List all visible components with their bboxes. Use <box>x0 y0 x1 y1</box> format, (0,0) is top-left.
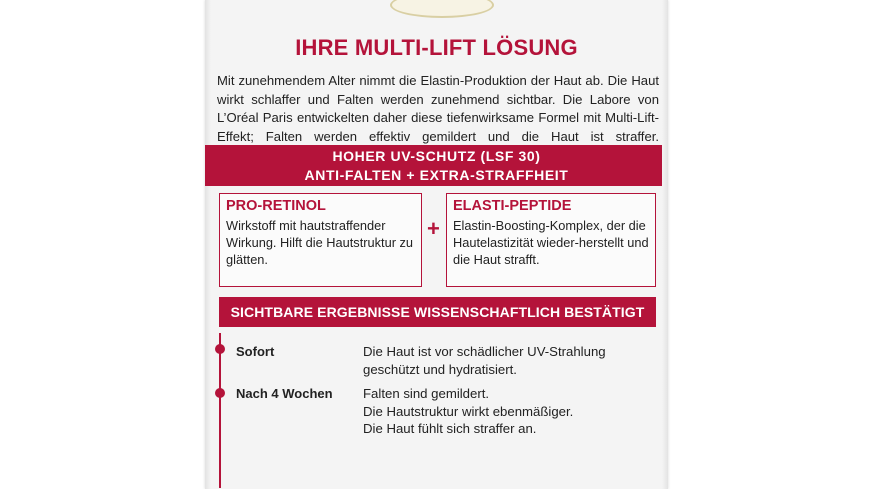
ingredient-description: Elastin-Boosting-Komplex, der die Hautelastizität wieder-herstellt und die Haut strafft. <box>453 218 649 267</box>
ingredient-box-elasti-peptide <box>446 193 656 287</box>
intro-paragraph: Mit zunehmendem Alter nimmt die Elastin-Produktion der Haut ab. Die Haut wirkt schlaffer und Falten werden zunehmend sichtbar. Die Labore von L’Oréal Paris entwickelten daher diese tiefenwirksame Formel mit Multi-Lift-Effekt; Falten werden effektiv gemildert und die Haut ist straffer. <box>217 73 659 144</box>
claim-line-anti-aging: ANTI-FALTEN + EXTRA-STRAFFHEIT <box>304 167 569 183</box>
result-effect-line: Die Hautstruktur wirkt ebenmäßiger. <box>363 403 574 419</box>
claim-line-uv: HOHER UV-SCHUTZ (LSF 30) <box>332 148 541 164</box>
result-effect-line: geschützt und hydratisiert. <box>363 361 517 377</box>
ingredient-title: ELASTI-PEPTIDE <box>453 198 572 214</box>
page-title: IHRE MULTI-LIFT LÖSUNG <box>295 35 578 60</box>
result-effect-immediate <box>363 343 643 378</box>
claims-banner <box>205 145 668 186</box>
ingredient-description: Wirkstoff mit hautstraffender Wirkung. Hilft die Hautstruktur zu glätten. <box>226 218 414 267</box>
timeline-dot-icon <box>215 388 225 398</box>
result-period-immediate: Sofort <box>236 344 275 359</box>
result-effect-4-weeks <box>363 385 653 438</box>
ingredient-box-pro-retinol <box>219 193 422 287</box>
seal-icon <box>390 0 494 18</box>
result-effect-line: Falten sind gemildert. <box>363 386 490 401</box>
ingredient-title: PRO-RETINOL <box>226 198 326 214</box>
result-period-4-weeks: Nach 4 Wochen <box>236 386 333 401</box>
result-effect-line: Die Haut ist vor schädlicher UV-Strahlung <box>363 344 606 359</box>
results-banner: SICHTBARE ERGEBNISSE WISSENSCHAFTLICH BESTÄTIGT <box>219 297 656 327</box>
timeline-line <box>219 333 221 488</box>
timeline-dot-icon <box>215 344 225 354</box>
product-back-panel <box>205 0 668 489</box>
plus-icon: + <box>427 216 440 241</box>
result-effect-line: Die Haut fühlt sich straffer an. <box>363 421 537 436</box>
